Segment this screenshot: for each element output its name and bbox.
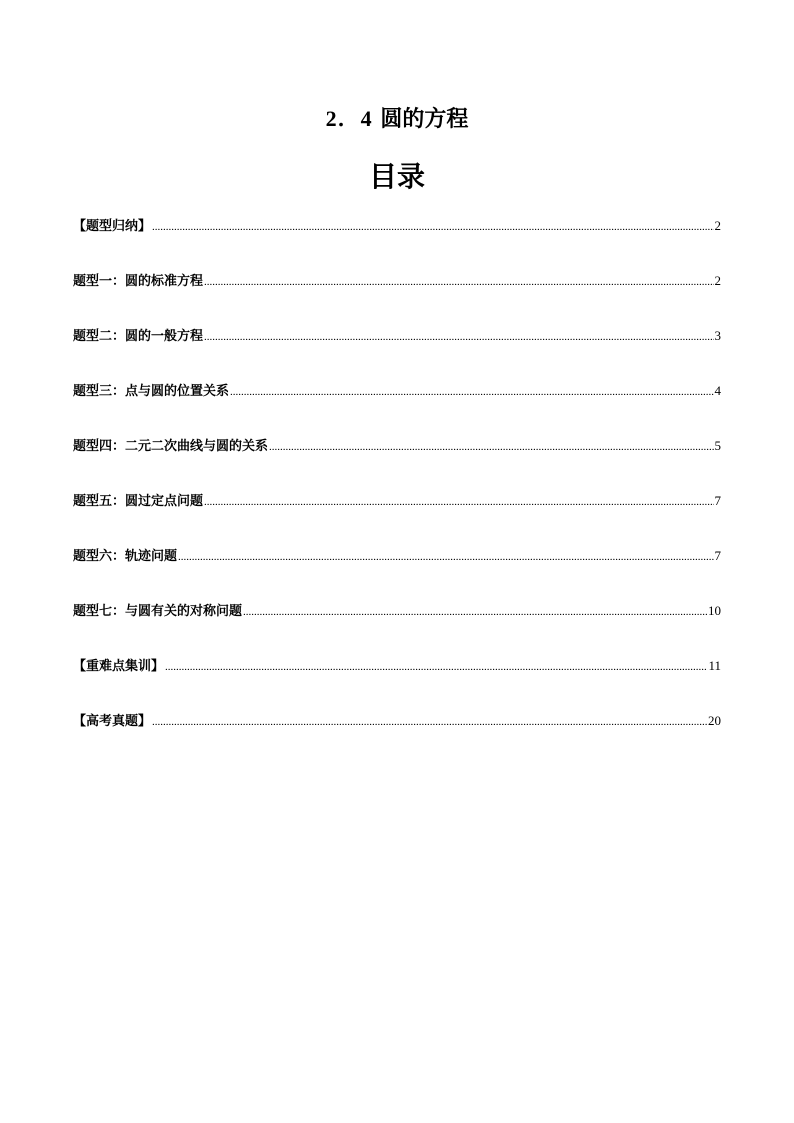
toc-entry-page[interactable]: 4 [714, 383, 721, 398]
toc-entry-page[interactable]: 7 [714, 493, 721, 508]
toc-entry-type-4[interactable] [73, 434, 721, 489]
toc-entry-page[interactable]: 2 [714, 273, 721, 288]
toc-entry-label[interactable]: 题型四：二元二次曲线与圆的关系 [73, 439, 269, 454]
toc-dot-leader [204, 270, 713, 294]
toc-entry-page[interactable]: 20 [708, 713, 721, 728]
toc-entry-exam-questions[interactable] [73, 709, 721, 764]
table-of-contents [73, 214, 721, 764]
toc-entry-type-7[interactable] [73, 599, 721, 654]
toc-dot-leader [165, 655, 707, 679]
toc-entry-label[interactable]: 题型一：圆的标准方程 [73, 274, 204, 289]
toc-dot-leader [152, 710, 707, 734]
toc-dot-leader [204, 325, 713, 349]
toc-entry-label[interactable]: 【高考真题】 [73, 714, 152, 729]
toc-entry-type-summary[interactable] [73, 214, 721, 269]
toc-dot-leader [204, 490, 713, 514]
toc-entry-page[interactable]: 7 [714, 548, 721, 563]
toc-dot-leader [178, 545, 713, 569]
toc-dot-leader [269, 435, 713, 459]
toc-entry-label[interactable]: 【重难点集训】 [73, 659, 165, 674]
toc-heading: 目录 [368, 160, 425, 193]
toc-entry-label[interactable]: 题型七：与圆有关的对称问题 [73, 604, 243, 619]
document-title-text: 圆的方程 [380, 107, 469, 132]
toc-dot-leader [230, 380, 713, 404]
toc-entry-type-2[interactable] [73, 324, 721, 379]
document-title-number: 2．4 [325, 106, 373, 131]
toc-entry-label[interactable]: 题型二：圆的一般方程 [73, 329, 204, 344]
toc-entry-type-6[interactable] [73, 544, 721, 599]
toc-entry-page[interactable]: 2 [714, 218, 721, 233]
toc-dot-leader [243, 600, 707, 624]
toc-entry-page[interactable]: 11 [708, 658, 721, 673]
toc-entry-label[interactable]: 题型六：轨迹问题 [73, 549, 178, 564]
toc-entry-page[interactable]: 5 [714, 438, 721, 453]
toc-dot-leader [152, 215, 713, 239]
toc-entry-label[interactable]: 题型三：点与圆的位置关系 [73, 384, 230, 399]
toc-entry-type-5[interactable] [73, 489, 721, 544]
document-title [0, 102, 794, 137]
toc-entry-label[interactable]: 题型五：圆过定点问题 [73, 494, 204, 509]
toc-entry-type-3[interactable] [73, 379, 721, 434]
toc-entry-label[interactable]: 【题型归纳】 [73, 219, 152, 234]
toc-entry-page[interactable]: 10 [708, 603, 721, 618]
toc-entry-page[interactable]: 3 [714, 328, 721, 343]
toc-entry-key-difficult-training[interactable] [73, 654, 721, 709]
toc-entry-type-1[interactable] [73, 269, 721, 324]
